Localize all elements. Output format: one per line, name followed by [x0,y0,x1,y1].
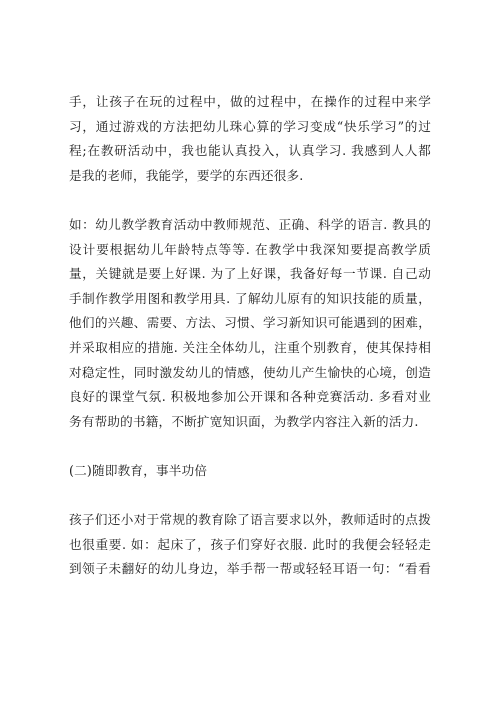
paragraph-gap [69,484,431,509]
paragraph-2 [69,213,431,434]
text-line: 对稳定性，同时激发幼儿的情感，使幼儿产生愉快的心境，创造 [69,364,431,380]
text-line: 手制作教学用图和教学用具. 了解幼儿原有的知识技能的质量， [69,290,431,306]
text-line: 良好的课堂气氛. 积极地参加公开课和各种竞赛活动. 多看对业 [69,389,431,405]
text-line: 设计要根据幼儿年龄特点等等. 在教学中我深知要提高教学质 [69,241,431,257]
text-line: 他们的兴趣、需要、方法、习惯、学习新知识可能遇到的困难， [69,315,431,331]
text-line: 是我的老师，我能学，要学的东西还很多. [69,167,304,183]
text-line: 习，通过游戏的方法把幼儿珠心算的学习变成“快乐学习”的过 [69,118,431,134]
text-line: 程;在教研活动中，我也能认真投入，认真学习. 我感到人人都 [69,143,431,159]
text-line: 务有帮助的书籍，不断扩宽知识面，为教学内容注入新的活力. [69,413,419,429]
paragraph-gap [69,434,431,459]
section-heading [69,459,431,484]
text-line: 也很重要. 如：起床了，孩子们穿好衣服. 此时的我便会轻轻走 [69,536,431,552]
section-heading-text: (二)随即教育，事半功倍 [69,462,208,478]
text-line: 并采取相应的措施. 关注全体幼儿，注重个别教育，使其保持相 [69,339,431,355]
text-line: 到领子未翻好的幼儿身边，举手帮一帮或轻轻耳语一句：“看看 [69,561,431,577]
paragraph-3 [69,508,431,582]
text-line: 孩子们还小对于常规的教育除了语言要求以外，教师适时的点拨 [69,512,431,528]
text-line: 量，关键就是要上好课. 为了上好课，我备好每一节课. 自己动 [69,266,431,282]
text-line: 手，让孩子在玩的过程中，做的过程中，在操作的过程中来学 [69,94,431,109]
text-line: 如：幼儿教学教育活动中教师规范、正确、科学的语言. 教具的 [69,216,431,232]
paragraph-gap [69,188,431,213]
document-body [69,90,431,582]
paragraph-1 [69,90,431,188]
